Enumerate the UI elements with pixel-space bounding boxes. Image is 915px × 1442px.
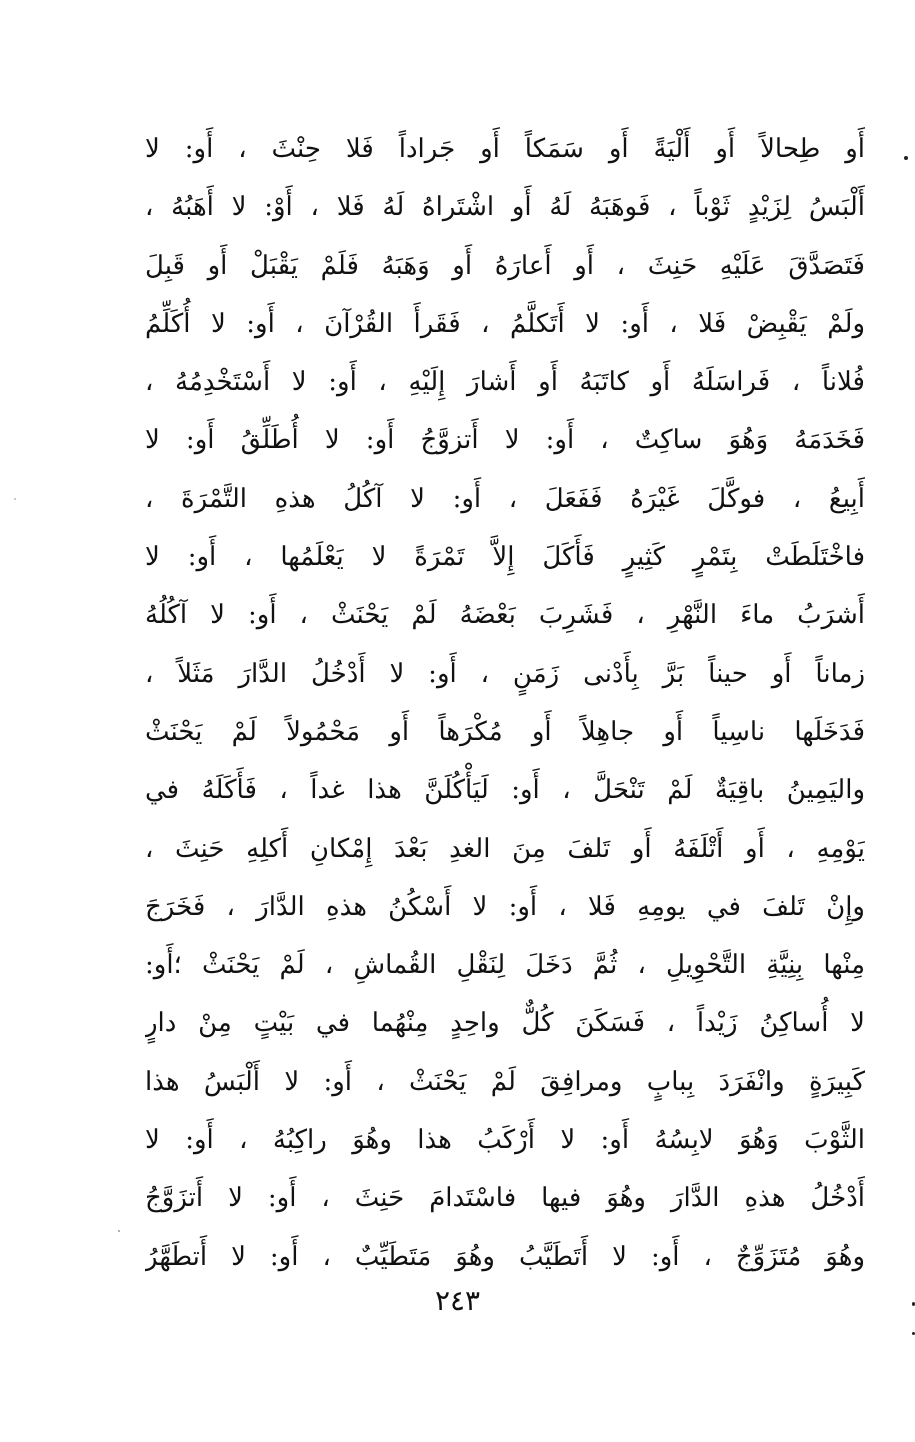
scan-speck bbox=[14, 498, 16, 500]
text-line: واليَمِينُ باقِيَةٌ لَمْ تَنْحَلَّ ، أَو: لَيَأْكُلَنَّ هذا غداً ، فَأَكَلَهُ في bbox=[145, 775, 865, 806]
text-line: يَوْمِهِ ، أَو أَتْلَفَهُ أَو تَلفَ مِنَ الغدِ بَعْدَ إِمْكانِ أَكلِهِ حَنِثَ ، bbox=[145, 833, 865, 864]
text-line: ولَمْ يَقْبِضْ فَلا ، أَو: لا أَتَكلَّمُ ، فَقَرأَ القُرْآنَ ، أَو: لا أُكَلِّمُ bbox=[145, 308, 865, 339]
text-line: أَشرَبُ ماءَ النَّهْرِ ، فَشَرِبَ بَعْضَهُ لَمْ يَحْنَثْ ، أَو: لا آكُلُهُ bbox=[145, 600, 865, 631]
scan-speck bbox=[904, 156, 908, 160]
text-line: أَدْخُلُ هذهِ الدَّارَ وهُوَ فيها فاسْتَدامَ حَنِثَ ، أَو: لا أَتزَوَّجُ bbox=[145, 1183, 865, 1214]
body-text bbox=[145, 120, 865, 1286]
text-line: وإِنْ تَلفَ في يومِهِ فَلا ، أَو: لا أَسْكُنُ هذهِ الدَّارَ ، فَخَرَجَ bbox=[145, 891, 865, 922]
text-line: فاخْتَلَطَتْ بِتَمْرٍ كَثِيرٍ فَأَكَلَ إِلاَّ تَمْرَةً لا يَعْلَمُها ، أَو: لا bbox=[145, 542, 865, 573]
text-line: زماناً أَو حيناً بَرَّ بِأَدْنى زَمَنٍ ، أَو: لا أَدْخُلُ الدَّارَ مَثَلاً ، bbox=[145, 658, 865, 689]
text-line: أَو طِحالاً أَو أَلْيَةً أَو سَمَكاً أَو جَراداً فَلا حِنْثَ ، أَو: لا bbox=[145, 134, 865, 164]
text-line: فَدَخَلَها ناسِياً أَو جاهِلاً أَو مُكْرَهاً أَو مَحْمُولاً لَمْ يَحْنَثْ bbox=[145, 716, 865, 747]
text-line: مِنْها بِنِيَّةِ التَّحْوِيلِ ، ثُمَّ دَخَلَ لِنَقْلِ القُماشِ ، لَمْ يَحْنَثْ ؛أَو: bbox=[145, 950, 865, 981]
text-line: أَلْبَسُ لِزَيْدٍ ثَوْباً ، فَوهَبَهُ لَهُ أَو اشْتَراهُ لَهُ فَلا ، أَوْ: لا أَهَبُهُ ، bbox=[145, 192, 865, 223]
text-line: فُلاناً ، فَراسَلَهُ أَو كاتَبَهُ أَو أَشارَ إِلَيْهِ ، أَو: لا أَسْتَخْدِمُهُ ، bbox=[145, 367, 865, 398]
text-line: وهُوَ مُتَزَوِّجٌ ، أَو: لا أَتَطَيَّبُ وهُوَ مَتَطَيِّبٌ ، أَو: لا أَتطَهَّرُ bbox=[145, 1241, 865, 1272]
scan-speck bbox=[118, 1230, 120, 1232]
text-line: فَتَصَدَّقَ عَلَيْهِ حَنِثَ ، أَو أَعارَهُ أَو وَهَبَهُ فَلَمْ يَقْبَلْ أَو قَبِلَ bbox=[145, 250, 865, 281]
text-line: أَبِيعُ ، فوكَّلَ غَيْرَهُ فَفَعَلَ ، أَو: لا آكُلُ هذهِ التَّمْرَةَ ، bbox=[145, 483, 865, 514]
text-line: الثَّوْبَ وَهُوَ لابِسُهُ أَو: لا أَرْكَبُ هذا وهُوَ راكِبُهُ ، أَو: لا bbox=[145, 1125, 865, 1156]
text-line: لا أُساكِنُ زَيْداً ، فَسَكَنَ كُلٌّ واحِدٍ مِنْهُما في بَيْتٍ مِنْ دارٍ bbox=[145, 1008, 865, 1039]
text-line: كَبِيرَةٍ وانْفَرَدَ بِبابٍ ومرافِقَ لَمْ يَحْنَثْ ، أَو: لا أَلْبَسُ هذا bbox=[145, 1066, 865, 1097]
text-line: فَخَدَمَهُ وَهُوَ ساكِتٌ ، أَو: لا أَتزوَّجُ أَو: لا أُطَلِّقُ أَو: لا bbox=[145, 425, 865, 456]
page-number: ٢٤٣ bbox=[434, 1284, 481, 1317]
